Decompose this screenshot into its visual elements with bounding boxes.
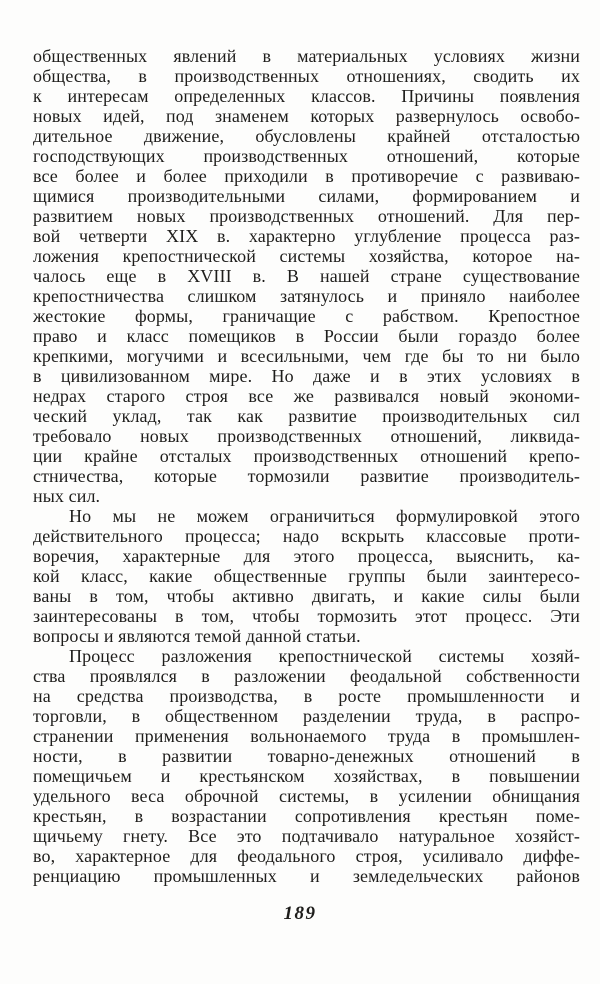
text-line: к интересам определенных классов. Причины появления [33, 86, 580, 106]
text-line: в цивилизованном мире. Но даже и в этих условиях в [33, 366, 580, 386]
text-line: ваны в том, чтобы активно двигать, и какие силы были [33, 586, 580, 606]
text-line: действительного процесса; надо вскрыть классовые проти- [33, 526, 580, 546]
text-block [33, 46, 580, 886]
text-line: ренциацию промышленных и земледельческих районов [33, 866, 580, 886]
text-line: на средства производства, в росте промышленности и [33, 686, 580, 706]
text-line: жестокие формы, граничащие с рабством. Крепостное [33, 306, 580, 326]
text-line: стничества, которые тормозили развитие производитель- [33, 466, 580, 486]
text-line: крестьян, в возрастании сопротивления крестьян поме- [33, 806, 580, 826]
text-line: право и класс помещиков в России были гораздо более [33, 326, 580, 346]
text-line: заинтересованы в том, чтобы тормозить этот процесс. Эти [33, 606, 580, 626]
text-line: кой класс, какие общественные группы были заинтересо- [33, 566, 580, 586]
text-line: крепкими, могучими и всесильными, чем где бы то ни было [33, 346, 580, 366]
text-line: во, характерное для феодального строя, усиливало диффе- [33, 846, 580, 866]
text-line: общества, в производственных отношениях, сводить их [33, 66, 580, 86]
text-line: ности, в развитии товарно-денежных отношений в [33, 746, 580, 766]
text-line: щичьему гнету. Все это подтачивало натуральное хозяйст- [33, 826, 580, 846]
text-line: требовало новых производственных отношений, ликвида- [33, 426, 580, 446]
text-line: Процесс разложения крепостнической системы хозяй- [69, 646, 580, 666]
text-line: ческий уклад, так как развитие производительных сил [33, 406, 580, 426]
text-line: чалось еще в XVIII в. В нашей стране существование [33, 266, 580, 286]
text-line: воречия, характерные для этого процесса, выяснить, ка- [33, 546, 580, 566]
text-line: вой четверти XIX в. характерно углубление процесса раз- [33, 226, 580, 246]
text-line: дительное движение, обусловлены крайней отсталостью [33, 126, 580, 146]
text-line: господствующих производственных отношений, которые [33, 146, 580, 166]
text-line: недрах старого строя все же развивался новый экономи- [33, 386, 580, 406]
text-line: вопросы и являются темой данной статьи. [33, 626, 361, 646]
text-line: помещичьем и крестьянском хозяйствах, в повышении [33, 766, 580, 786]
text-line: все более и более приходили в противоречие с развиваю- [33, 166, 580, 186]
text-line: новых идей, под знаменем которых развернулось освобо- [33, 106, 580, 126]
text-line: ложения крепостнической системы хозяйства, которое на- [33, 246, 580, 266]
text-line: ции крайне отсталых производственных отношений крепо- [33, 446, 580, 466]
text-line: торговли, в общественном разделении труда, в распро- [33, 706, 580, 726]
text-line: крепостничества слишком затянулось и приняло наиболее [33, 286, 580, 306]
text-line: щимися производительными силами, формированием и [33, 186, 580, 206]
text-line: странении применения вольнонаемого труда в промышлен- [33, 726, 580, 746]
page-number: 189 [283, 903, 317, 924]
text-line: ных сил. [33, 486, 101, 506]
text-line: развитием новых производственных отношений. Для пер- [33, 206, 580, 226]
text-line: общественных явлений в материальных условиях жизни [33, 46, 580, 66]
text-line: Но мы не можем ограничиться формулировкой этого [69, 506, 580, 526]
text-line: ства проявлялся в разложении феодальной собственности [33, 666, 580, 686]
text-line: удельного веса оброчной системы, в усилении обнищания [33, 786, 580, 806]
